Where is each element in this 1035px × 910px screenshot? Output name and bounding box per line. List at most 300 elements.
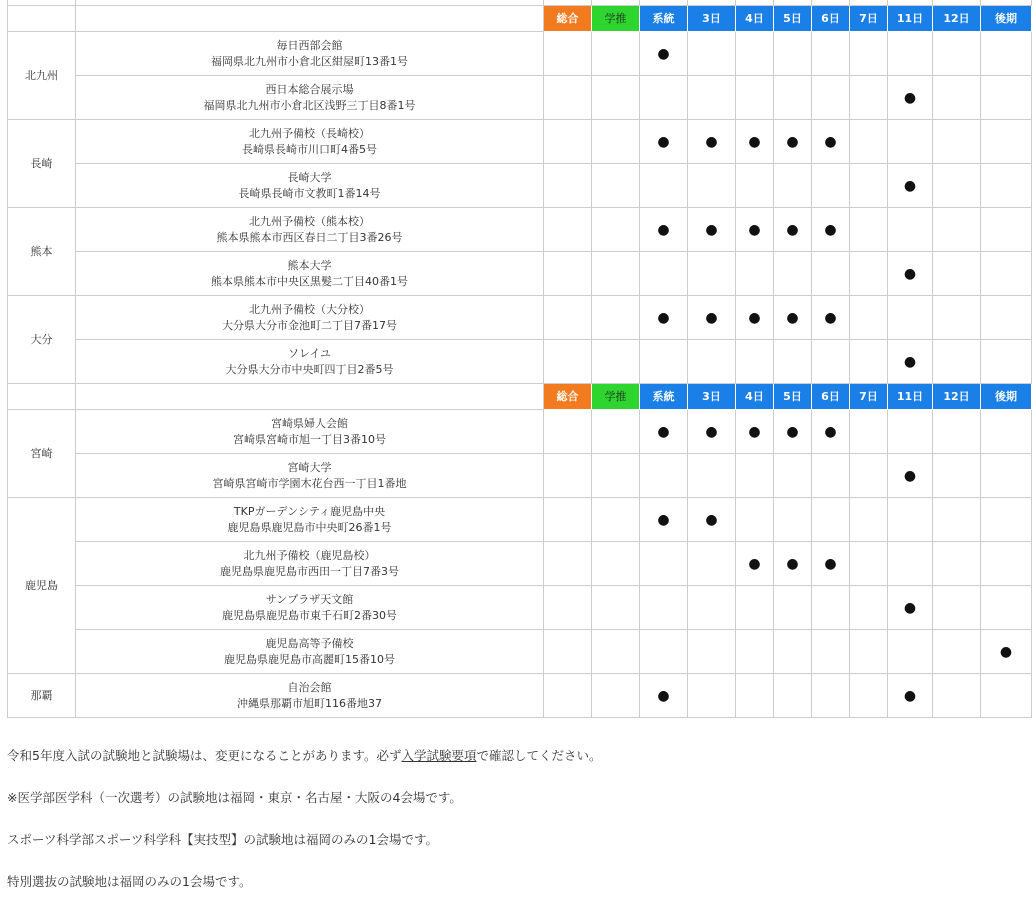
exam-mark-cell <box>812 296 850 340</box>
empty-cell <box>688 164 736 208</box>
empty-cell <box>933 296 981 340</box>
empty-cell <box>888 630 933 674</box>
empty-cell <box>544 120 592 164</box>
venue-cell <box>76 164 544 208</box>
venue-cell <box>76 340 544 384</box>
empty-cell <box>888 498 933 542</box>
venue-name: ソレイユ <box>287 346 331 360</box>
empty-cell <box>933 542 981 586</box>
venue-address: 福岡県北九州市小倉北区紺屋町13番1号 <box>211 54 408 68</box>
region-cell: 宮崎 <box>8 410 76 498</box>
empty-cell <box>544 586 592 630</box>
empty-cell <box>981 164 1032 208</box>
empty-cell <box>544 498 592 542</box>
empty-cell <box>812 498 850 542</box>
empty-cell <box>592 586 640 630</box>
exam-dot-icon: ● <box>657 45 670 62</box>
column-header: 5日 <box>774 6 812 32</box>
empty-cell <box>736 340 774 384</box>
venue-name: 宮崎県婦人会館 <box>271 416 348 430</box>
exam-mark-cell <box>774 410 812 454</box>
exam-dot-icon: ● <box>657 423 670 440</box>
venue-name: 北九州予備校（長崎校） <box>249 126 370 140</box>
column-header: 系統 <box>640 6 688 32</box>
exam-dot-icon: ● <box>748 221 761 238</box>
empty-cell <box>544 296 592 340</box>
venue-address: 福岡県北九州市小倉北区浅野三丁目8番1号 <box>203 98 416 112</box>
exam-dot-icon: ● <box>657 511 670 528</box>
empty-cell <box>592 296 640 340</box>
empty-cell <box>888 296 933 340</box>
empty-cell <box>981 674 1032 718</box>
exam-mark-cell <box>688 120 736 164</box>
table-row <box>8 32 1032 76</box>
exam-mark-cell <box>736 296 774 340</box>
empty-cell <box>774 32 812 76</box>
empty-cell <box>981 296 1032 340</box>
empty-cell <box>850 454 888 498</box>
venue-cell <box>76 542 544 586</box>
empty-cell <box>592 454 640 498</box>
venue-name: 北九州予備校（鹿児島校） <box>243 548 376 562</box>
table-row <box>8 296 1032 340</box>
table-row <box>8 630 1032 674</box>
empty-cell <box>850 76 888 120</box>
exam-mark-cell <box>640 120 688 164</box>
header-blank-venue <box>76 384 544 410</box>
exam-mark-cell <box>888 76 933 120</box>
venue-cell <box>76 208 544 252</box>
empty-cell <box>736 32 774 76</box>
exam-dot-icon: ● <box>748 309 761 326</box>
column-header: 7日 <box>850 384 888 410</box>
empty-cell <box>774 76 812 120</box>
exam-mark-cell <box>736 542 774 586</box>
exam-dot-icon: ● <box>903 599 917 616</box>
region-cell: 大分 <box>8 296 76 384</box>
venue-cell <box>76 586 544 630</box>
venue-cell <box>76 296 544 340</box>
empty-cell <box>850 164 888 208</box>
empty-cell <box>981 120 1032 164</box>
empty-cell <box>850 120 888 164</box>
empty-cell <box>640 252 688 296</box>
empty-cell <box>688 252 736 296</box>
empty-cell <box>544 208 592 252</box>
empty-cell <box>544 454 592 498</box>
region-cell: 熊本 <box>8 208 76 296</box>
empty-cell <box>688 32 736 76</box>
empty-cell <box>888 542 933 586</box>
empty-cell <box>544 630 592 674</box>
empty-cell <box>688 674 736 718</box>
venue-name: 北九州予備校（大分校） <box>249 302 370 316</box>
venue-address: 宮崎県宮崎市学園木花台西一丁目1番地 <box>212 476 407 490</box>
exam-mark-cell <box>736 410 774 454</box>
exam-mark-cell <box>688 498 736 542</box>
venue-name: 自治会館 <box>287 680 332 694</box>
venue-address: 鹿児島県鹿児島市東千石町2番30号 <box>222 608 397 622</box>
empty-cell <box>544 252 592 296</box>
empty-cell <box>592 252 640 296</box>
empty-cell <box>774 674 812 718</box>
column-header: 3日 <box>688 6 736 32</box>
column-header: 3日 <box>688 384 736 410</box>
empty-cell <box>592 630 640 674</box>
empty-cell <box>736 674 774 718</box>
empty-cell <box>933 454 981 498</box>
empty-cell <box>592 340 640 384</box>
empty-cell <box>688 630 736 674</box>
exam-mark-cell <box>688 410 736 454</box>
venue-name: 西日本総合展示場 <box>265 82 354 96</box>
column-header: 総合 <box>544 384 592 410</box>
empty-cell <box>736 76 774 120</box>
exam-mark-cell <box>640 410 688 454</box>
exam-mark-cell <box>888 164 933 208</box>
exam-dot-icon: ● <box>748 133 761 150</box>
venue-cell <box>76 454 544 498</box>
exam-dot-icon: ● <box>705 511 718 528</box>
exam-dot-icon: ● <box>705 309 718 326</box>
note-change-warning <box>7 742 1027 784</box>
venue-cell <box>76 498 544 542</box>
venue-cell <box>76 120 544 164</box>
empty-cell <box>774 340 812 384</box>
column-header: 4日 <box>736 6 774 32</box>
exam-dot-icon: ● <box>657 309 670 326</box>
empty-cell <box>888 120 933 164</box>
exam-mark-cell <box>774 120 812 164</box>
empty-cell <box>850 296 888 340</box>
empty-cell <box>812 630 850 674</box>
table-row <box>8 454 1032 498</box>
empty-cell <box>544 410 592 454</box>
empty-cell <box>933 164 981 208</box>
note-text: で確認してください。 <box>476 748 602 763</box>
empty-cell <box>850 32 888 76</box>
schedule-table-wrapper <box>7 0 1031 718</box>
empty-cell <box>981 252 1032 296</box>
column-header: 6日 <box>812 384 850 410</box>
column-header: 11日 <box>888 6 933 32</box>
exam-dot-icon: ● <box>903 265 917 282</box>
venue-address: 熊本県熊本市中央区黒髪二丁目40番1号 <box>211 274 408 288</box>
empty-cell <box>981 340 1032 384</box>
empty-cell <box>812 674 850 718</box>
empty-cell <box>688 340 736 384</box>
empty-cell <box>981 410 1032 454</box>
empty-cell <box>812 164 850 208</box>
table-row <box>8 498 1032 542</box>
venue-address: 沖縄県那覇市旭町116番地37 <box>237 696 382 710</box>
exam-mark-cell <box>640 674 688 718</box>
note-medical: ※医学部医学科（一次選考）の試験地は福岡・東京・名古屋・大阪の4会場です。 <box>7 790 462 805</box>
column-header: 学推 <box>592 6 640 32</box>
column-header: 11日 <box>888 384 933 410</box>
exam-dot-icon: ● <box>903 89 917 106</box>
header-row <box>8 384 1032 410</box>
empty-cell <box>850 208 888 252</box>
empty-cell <box>888 32 933 76</box>
empty-cell <box>888 208 933 252</box>
empty-cell <box>592 542 640 586</box>
exam-venue-table <box>7 0 1032 718</box>
empty-cell <box>850 542 888 586</box>
venue-address: 鹿児島県鹿児島市高麗町15番10号 <box>224 652 395 666</box>
exam-dot-icon: ● <box>903 353 917 370</box>
exam-mark-cell <box>774 208 812 252</box>
exam-mark-cell <box>688 208 736 252</box>
venue-cell <box>76 76 544 120</box>
empty-cell <box>640 164 688 208</box>
venue-address: 大分県大分市金池町二丁目7番17号 <box>222 318 397 332</box>
column-header: 系統 <box>640 384 688 410</box>
exam-mark-cell <box>888 586 933 630</box>
exam-mark-cell <box>640 32 688 76</box>
exam-dot-icon: ● <box>903 467 917 484</box>
empty-cell <box>888 410 933 454</box>
empty-cell <box>774 498 812 542</box>
table-row <box>8 252 1032 296</box>
empty-cell <box>736 586 774 630</box>
exam-dot-icon: ● <box>748 555 761 572</box>
column-header: 学推 <box>592 384 640 410</box>
table-row <box>8 340 1032 384</box>
table-row <box>8 208 1032 252</box>
empty-cell <box>544 542 592 586</box>
empty-cell <box>544 340 592 384</box>
empty-cell <box>592 410 640 454</box>
exam-mark-cell <box>640 208 688 252</box>
venue-address: 長崎県長崎市川口町4番5号 <box>242 142 377 156</box>
admission-guide-link[interactable]: 入学試験要項 <box>401 748 477 763</box>
exam-dot-icon: ● <box>824 555 837 572</box>
venue-name: 熊本大学 <box>287 258 332 272</box>
empty-cell <box>592 498 640 542</box>
table-row <box>8 542 1032 586</box>
table-row <box>8 120 1032 164</box>
venue-name: 宮崎大学 <box>287 460 332 474</box>
exam-mark-cell <box>640 498 688 542</box>
empty-cell <box>592 120 640 164</box>
empty-cell <box>850 498 888 542</box>
empty-cell <box>812 76 850 120</box>
exam-dot-icon: ● <box>903 177 917 194</box>
empty-cell <box>640 340 688 384</box>
exam-dot-icon: ● <box>786 309 799 326</box>
venue-name: TKPガーデンシティ鹿児島中央 <box>233 504 386 518</box>
table-body <box>8 0 1032 718</box>
empty-cell <box>736 498 774 542</box>
exam-mark-cell <box>888 674 933 718</box>
empty-cell <box>688 586 736 630</box>
empty-cell <box>981 32 1032 76</box>
exam-mark-cell <box>812 410 850 454</box>
header-blank-region <box>8 384 76 410</box>
empty-cell <box>640 454 688 498</box>
column-header: 総合 <box>544 6 592 32</box>
exam-dot-icon: ● <box>824 423 837 440</box>
exam-dot-icon: ● <box>999 643 1013 660</box>
region-cell: 鹿児島 <box>8 498 76 674</box>
exam-dot-icon: ● <box>786 555 799 572</box>
venue-cell <box>76 252 544 296</box>
empty-cell <box>850 630 888 674</box>
empty-cell <box>850 674 888 718</box>
venue-cell <box>76 410 544 454</box>
table-row <box>8 586 1032 630</box>
venue-name: 毎日西部会館 <box>276 38 343 52</box>
exam-mark-cell <box>736 208 774 252</box>
region-cell: 長崎 <box>8 120 76 208</box>
exam-dot-icon: ● <box>657 687 670 704</box>
exam-mark-cell <box>812 120 850 164</box>
exam-mark-cell <box>812 208 850 252</box>
venue-address: 宮崎県宮崎市旭一丁目3番10号 <box>233 432 386 446</box>
empty-cell <box>981 454 1032 498</box>
empty-cell <box>981 76 1032 120</box>
empty-cell <box>933 410 981 454</box>
empty-cell <box>640 586 688 630</box>
empty-cell <box>640 76 688 120</box>
empty-cell <box>850 340 888 384</box>
venue-cell <box>76 630 544 674</box>
venue-name: 長崎大学 <box>287 170 332 184</box>
empty-cell <box>544 32 592 76</box>
empty-cell <box>933 76 981 120</box>
table-row <box>8 76 1032 120</box>
empty-cell <box>812 32 850 76</box>
empty-cell <box>812 586 850 630</box>
column-header: 12日 <box>933 384 981 410</box>
exam-dot-icon: ● <box>705 133 718 150</box>
exam-mark-cell <box>812 542 850 586</box>
exam-dot-icon: ● <box>824 133 837 150</box>
exam-mark-cell <box>736 120 774 164</box>
exam-mark-cell <box>888 340 933 384</box>
column-header: 後期 <box>981 384 1032 410</box>
empty-cell <box>933 340 981 384</box>
empty-cell <box>981 208 1032 252</box>
header-blank-region <box>8 6 76 32</box>
empty-cell <box>688 76 736 120</box>
exam-mark-cell <box>640 296 688 340</box>
exam-mark-cell <box>774 296 812 340</box>
empty-cell <box>933 32 981 76</box>
empty-cell <box>933 208 981 252</box>
venue-address: 大分県大分市中央町四丁目2番5号 <box>225 362 394 376</box>
empty-cell <box>640 630 688 674</box>
venue-address: 鹿児島県鹿児島市中央町26番1号 <box>227 520 392 534</box>
venue-cell <box>76 32 544 76</box>
exam-mark-cell <box>774 542 812 586</box>
exam-dot-icon: ● <box>786 133 799 150</box>
exam-mark-cell <box>981 630 1032 674</box>
empty-cell <box>736 164 774 208</box>
empty-cell <box>688 542 736 586</box>
exam-mark-cell <box>688 296 736 340</box>
empty-cell <box>688 454 736 498</box>
venue-name: 北九州予備校（熊本校） <box>249 214 370 228</box>
empty-cell <box>544 674 592 718</box>
column-header: 7日 <box>850 6 888 32</box>
exam-dot-icon: ● <box>824 221 837 238</box>
exam-mark-cell <box>888 454 933 498</box>
empty-cell <box>981 586 1032 630</box>
empty-cell <box>544 164 592 208</box>
note-text: 令和5年度入試の試験地と試験場は、変更になることがあります。必ず <box>7 748 402 763</box>
empty-cell <box>981 498 1032 542</box>
empty-cell <box>592 76 640 120</box>
column-header: 5日 <box>774 384 812 410</box>
venue-name: サンプラザ天文館 <box>265 592 354 606</box>
column-header: 12日 <box>933 6 981 32</box>
empty-cell <box>592 32 640 76</box>
empty-cell <box>774 630 812 674</box>
venue-cell <box>76 674 544 718</box>
note-sports: スポーツ科学部スポーツ科学科【実技型】の試験地は福岡のみの1会場です。 <box>7 832 438 847</box>
empty-cell <box>774 586 812 630</box>
empty-cell <box>592 164 640 208</box>
exam-dot-icon: ● <box>748 423 761 440</box>
exam-dot-icon: ● <box>786 221 799 238</box>
table-row <box>8 674 1032 718</box>
venue-address: 熊本県熊本市西区春日二丁目3番26号 <box>216 230 403 244</box>
exam-mark-cell <box>888 252 933 296</box>
region-cell: 那覇 <box>8 674 76 718</box>
exam-dot-icon: ● <box>657 221 670 238</box>
empty-cell <box>812 454 850 498</box>
exam-dot-icon: ● <box>705 221 718 238</box>
empty-cell <box>736 630 774 674</box>
notes-section <box>7 742 1027 910</box>
region-cell: 北九州 <box>8 32 76 120</box>
empty-cell <box>812 252 850 296</box>
empty-cell <box>933 630 981 674</box>
column-header: 6日 <box>812 6 850 32</box>
empty-cell <box>933 498 981 542</box>
empty-cell <box>812 340 850 384</box>
exam-dot-icon: ● <box>786 423 799 440</box>
empty-cell <box>933 252 981 296</box>
exam-dot-icon: ● <box>824 309 837 326</box>
empty-cell <box>774 252 812 296</box>
empty-cell <box>774 164 812 208</box>
venue-name: 鹿児島高等予備校 <box>265 636 354 650</box>
empty-cell <box>774 454 812 498</box>
empty-cell <box>850 410 888 454</box>
empty-cell <box>933 120 981 164</box>
empty-cell <box>592 208 640 252</box>
empty-cell <box>981 542 1032 586</box>
empty-cell <box>640 542 688 586</box>
empty-cell <box>544 76 592 120</box>
empty-cell <box>933 674 981 718</box>
header-blank-venue <box>76 6 544 32</box>
table-row <box>8 410 1032 454</box>
header-row <box>8 6 1032 32</box>
empty-cell <box>736 252 774 296</box>
empty-cell <box>850 586 888 630</box>
exam-dot-icon: ● <box>903 687 917 704</box>
empty-cell <box>850 252 888 296</box>
empty-cell <box>592 674 640 718</box>
exam-dot-icon: ● <box>657 133 670 150</box>
venue-address: 長崎県長崎市文教町1番14号 <box>238 186 381 200</box>
column-header: 後期 <box>981 6 1032 32</box>
column-header: 4日 <box>736 384 774 410</box>
